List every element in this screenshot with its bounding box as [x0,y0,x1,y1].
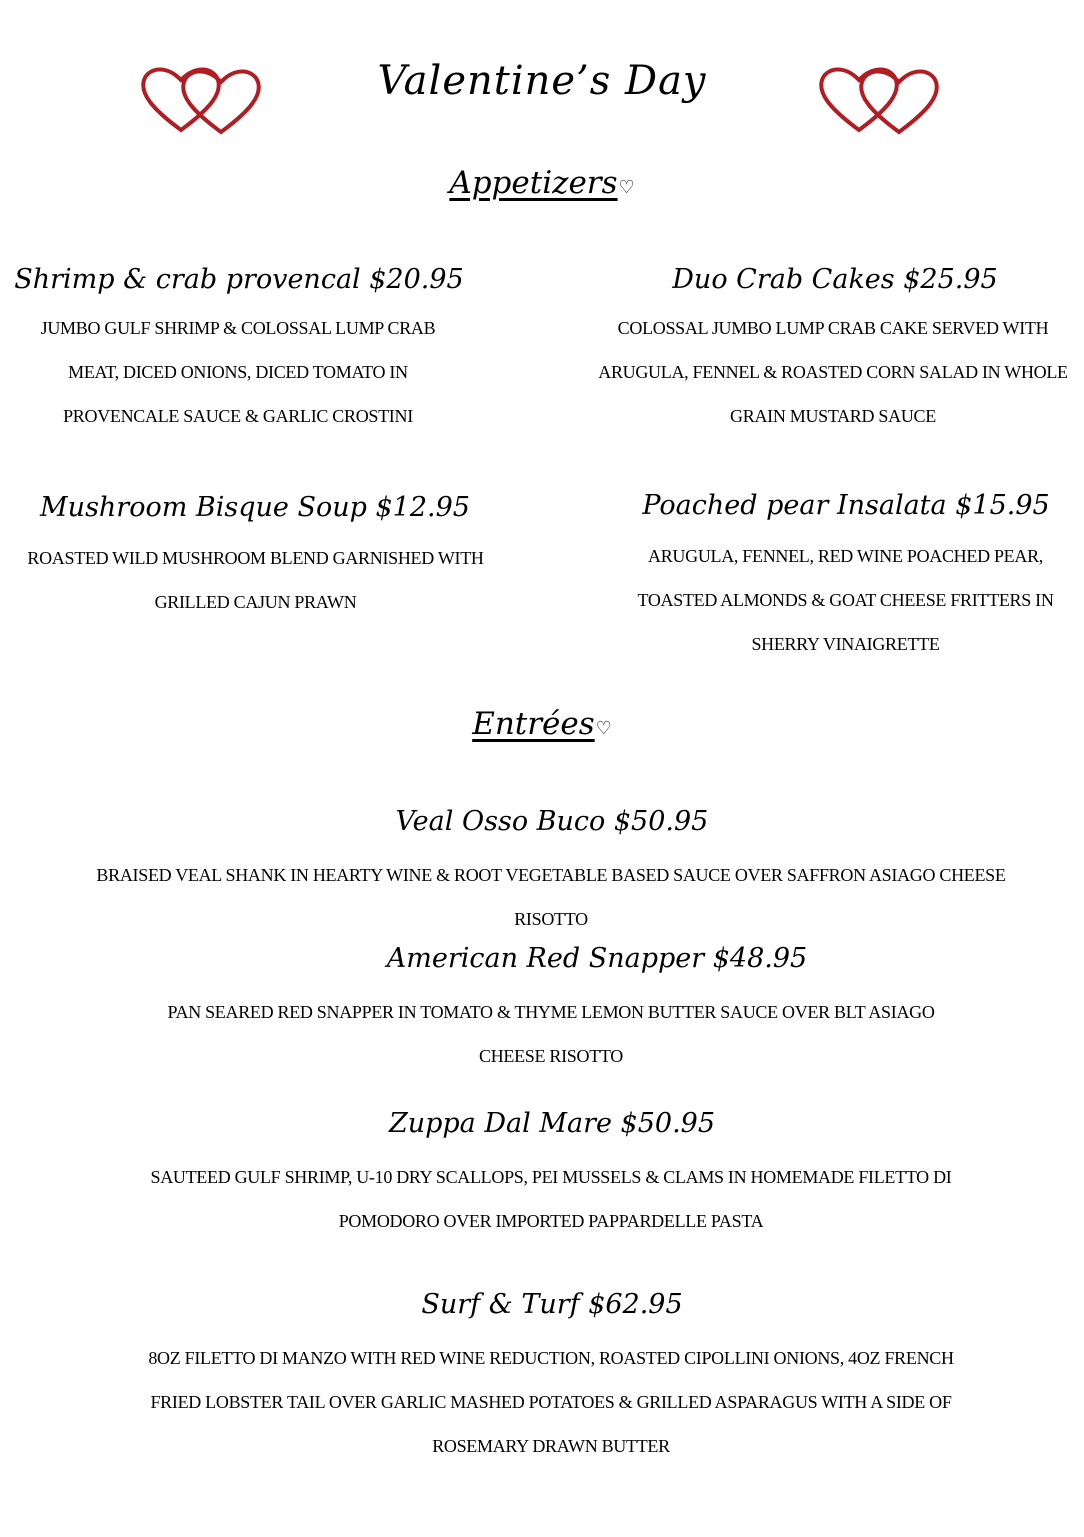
menu-item-description: PAN SEARED RED SNAPPER IN TOMATO & THYME LEMON BUTTER SAUCE OVER BLT ASIAGO CHEESE RISOTTO [167,1002,935,1066]
heart-outline-icon: ♡ [618,177,635,198]
page-title: Valentine’s Day [377,58,707,104]
appetizers-heading [0,165,1084,201]
menu-item-title: Surf & Turf $62.95 [421,1289,683,1320]
menu-item-description: COLOSSAL JUMBO LUMP CRAB CAKE SERVED WITH ARUGULA, FENNEL & ROASTED CORN SALAD IN WHOLE GRAIN MUSTARD SAUCE [598,318,1068,426]
entrees-heading-text: Entrées [472,706,595,742]
menu-item-description: ROASTED WILD MUSHROOM BLEND GARNISHED WITH GRILLED CAJUN PRAWN [27,548,484,612]
menu-item-title: American Red Snapper $48.95 [386,943,808,974]
menu-item-description: BRAISED VEAL SHANK IN HEARTY WINE & ROOT VEGETABLE BASED SAUCE OVER SAFFRON ASIAGO CHEESE RISOTTO [96,865,1006,929]
menu-item-description: JUMBO GULF SHRIMP & COLOSSAL LUMP CRAB MEAT, DICED ONIONS, DICED TOMATO IN PROVENCALE SAUCE & GARLIC CROSTINI [40,318,436,426]
menu-item-title: Duo Crab Cakes $25.95 [672,264,998,295]
menu-item-description: ARUGULA, FENNEL, RED WINE POACHED PEAR, TOASTED ALMONDS & GOAT CHEESE FRITTERS IN SHERRY VINAIGRETTE [637,546,1054,654]
menu-item-title: Zuppa Dal Mare $50.95 [388,1108,716,1139]
appetizers-heading-text: Appetizers [449,165,618,201]
heart-outline-icon: ♡ [595,718,612,739]
menu-item-title: Poached pear Insalata $15.95 [642,490,1050,521]
menu-item-description: SAUTEED GULF SHRIMP, U-10 DRY SCALLOPS, PEI MUSSELS & CLAMS IN HOMEMADE FILETTO DI POMODORO OVER IMPORTED PAPPARDELLE PASTA [150,1167,952,1231]
entrees-heading [0,706,1084,742]
menu-item-title: Shrimp & crab provencal $20.95 [14,264,464,295]
menu-item-title: Mushroom Bisque Soup $12.95 [40,492,470,523]
menu-item-title: Veal Osso Buco $50.95 [395,806,709,837]
menu-item-description: 8OZ FILETTO DI MANZO WITH RED WINE REDUCTION, ROASTED CIPOLLINI ONIONS, 4OZ FRENCH FRIED LOBSTER TAIL OVER GARLIC MASHED POTATOES & GRILLED ASPARAGUS WITH A SIDE OF ROSEMARY DRAWN BUTTER [148,1348,954,1456]
